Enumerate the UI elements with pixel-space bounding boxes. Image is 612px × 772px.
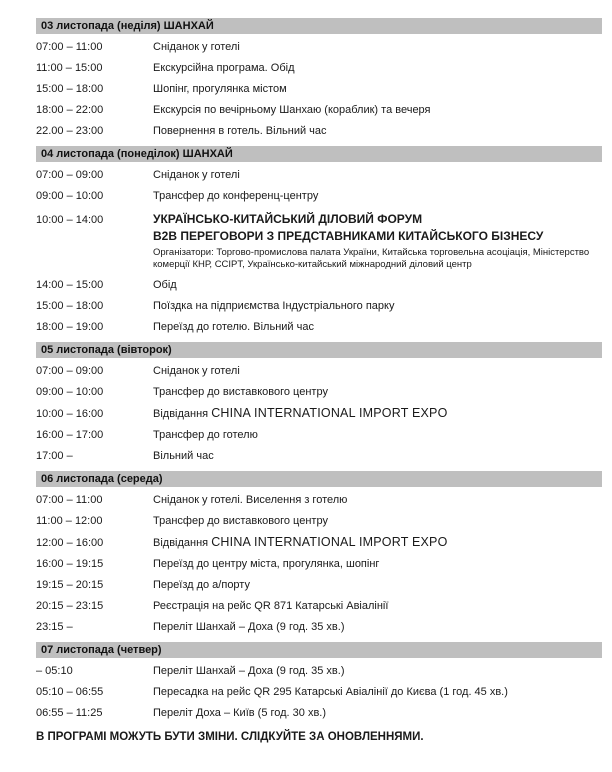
time-range: 14:00 – 15:00 [36, 279, 104, 291]
activity [153, 579, 602, 592]
time-range: 20:15 – 23:15 [36, 600, 104, 612]
activity [153, 429, 602, 442]
activity [153, 686, 602, 699]
time-range: 05:10 – 06:55 [36, 686, 104, 698]
activity [153, 665, 602, 678]
activity-text: Сніданок у готелі. Виселення з готелю [153, 494, 348, 506]
activity-text: Екскурсійна програма. Обід [153, 62, 295, 74]
activity [153, 365, 602, 378]
activity [153, 515, 602, 528]
activity [153, 83, 602, 96]
time-range: 09:00 – 10:00 [36, 386, 104, 398]
day-section [36, 18, 602, 138]
day-header: 06 листопада (середа) [36, 471, 602, 487]
activity [153, 450, 602, 463]
day-header: 03 листопада (неділя) ШАНХАЙ [36, 18, 602, 34]
activity [153, 536, 602, 550]
activity [153, 279, 602, 292]
time-range: 07:00 – 09:00 [36, 365, 104, 377]
event-title: УКРАЇНСЬКО-КИТАЙСЬКИЙ ДІЛОВИЙ ФОРУМ [153, 212, 423, 226]
time-range: 23:15 – [36, 621, 73, 633]
time-range: – 05:10 [36, 665, 73, 677]
activity-text: Сніданок у готелі [153, 169, 240, 181]
time-range: 19:15 – 20:15 [36, 579, 104, 591]
day-section [36, 342, 602, 463]
activity-text: Обід [153, 279, 177, 291]
activity-text: Трансфер до виставкового центру [153, 515, 328, 527]
event-name: CHINA INTERNATIONAL IMPORT EXPO [211, 406, 448, 420]
activity-text: Трансфер до готелю [153, 429, 258, 441]
time-range: 22.00 – 23:00 [36, 125, 104, 137]
schedule-row [36, 41, 602, 54]
schedule-row [36, 536, 602, 550]
activity-text: Трансфер до виставкового центру [153, 386, 328, 398]
schedule-row [36, 300, 602, 313]
activity-text: Вільний час [153, 450, 214, 462]
time-range: 07:00 – 11:00 [36, 41, 103, 53]
activity-text: Поїздка на підприємства Індустріального парку [153, 300, 395, 312]
schedule-row [36, 83, 602, 96]
event-title: B2B ПЕРЕГОВОРИ З ПРЕДСТАВНИКАМИ КИТАЙСЬКОГО БІЗНЕСУ [153, 229, 544, 243]
activity-text: Переліт Шанхай – Доха (9 год. 35 хв.) [153, 621, 345, 633]
activity [153, 211, 602, 271]
activity [153, 62, 602, 75]
activity [153, 125, 602, 138]
schedule-row [36, 190, 602, 203]
time-range: 18:00 – 19:00 [36, 321, 104, 333]
time-range: 15:00 – 18:00 [36, 83, 104, 95]
time-range: 15:00 – 18:00 [36, 300, 104, 312]
schedule-row [36, 558, 602, 571]
schedule-row [36, 321, 602, 334]
footer-notice: В ПРОГРАМІ МОЖУТЬ БУТИ ЗМІНИ. СЛІДКУЙТЕ ЗА ОНОВЛЕННЯМИ. [36, 731, 424, 743]
schedule-row [36, 686, 602, 699]
schedule-row [36, 494, 602, 507]
time-range: 11:00 – 12:00 [36, 515, 103, 527]
schedule-row [36, 665, 602, 678]
activity [153, 558, 602, 571]
activity-text: Сніданок у готелі [153, 365, 240, 377]
time-range: 12:00 – 16:00 [36, 537, 104, 549]
schedule-row [36, 600, 602, 613]
day-section [36, 146, 602, 334]
schedule-row [36, 62, 602, 75]
activity-text: Переліт Шанхай – Доха (9 год. 35 хв.) [153, 665, 345, 677]
schedule-row [36, 279, 602, 292]
time-range: 06:55 – 11:25 [36, 707, 103, 719]
time-range: 07:00 – 11:00 [36, 494, 103, 506]
schedule-row [36, 169, 602, 182]
day-header: 07 листопада (четвер) [36, 642, 602, 658]
time-range: 09:00 – 10:00 [36, 190, 104, 202]
activity [153, 621, 602, 634]
schedule-row [36, 365, 602, 378]
day-header: 04 листопада (понеділок) ШАНХАЙ [36, 146, 602, 162]
time-range: 17:00 – [36, 450, 73, 462]
activity-text: Реєстрація на рейс QR 871 Катарські Авіалінії [153, 600, 389, 612]
schedule-row [36, 211, 602, 271]
time-range: 07:00 – 09:00 [36, 169, 104, 181]
activity [153, 190, 602, 203]
schedule-row [36, 450, 602, 463]
activity-text: Переїзд до центру міста, прогулянка, шопінг [153, 558, 380, 570]
schedule-row [36, 125, 602, 138]
activity-text: Екскурсія по вечірньому Шанхаю (кораблик) та вечеря [153, 104, 431, 116]
activity [153, 321, 602, 334]
time-range: 10:00 – 14:00 [36, 214, 104, 226]
activity-text: Переїзд до а/порту [153, 579, 250, 591]
activity [153, 104, 602, 117]
activity-text: Переїзд до готелю. Вільний час [153, 321, 314, 333]
event-name: CHINA INTERNATIONAL IMPORT EXPO [211, 535, 448, 549]
schedule-row [36, 579, 602, 592]
schedule-row [36, 621, 602, 634]
time-range: 10:00 – 16:00 [36, 408, 104, 420]
time-range: 11:00 – 15:00 [36, 62, 103, 74]
schedule-row [36, 515, 602, 528]
activity [153, 600, 602, 613]
time-range: 16:00 – 19:15 [36, 558, 104, 570]
day-section [36, 642, 602, 720]
activity [153, 41, 602, 54]
activity-text: Відвідання [153, 408, 212, 420]
activity-text: Шопінг, прогулянка містом [153, 83, 287, 95]
activity [153, 407, 602, 421]
day-section [36, 471, 602, 634]
activity [153, 169, 602, 182]
activity [153, 494, 602, 507]
time-range: 18:00 – 22:00 [36, 104, 104, 116]
schedule-row [36, 407, 602, 421]
activity-text: Пересадка на рейс QR 295 Катарські Авіалінії до Києва (1 год. 45 хв.) [153, 686, 508, 698]
schedule-row [36, 104, 602, 117]
itinerary [36, 18, 602, 720]
schedule-row [36, 386, 602, 399]
activity-text: Сніданок у готелі [153, 41, 240, 53]
day-header: 05 листопада (вівторок) [36, 342, 602, 358]
activity-text: Відвідання [153, 537, 212, 549]
activity [153, 707, 602, 720]
activity-text: Трансфер до конференц-центру [153, 190, 319, 202]
schedule-row [36, 429, 602, 442]
schedule-row [36, 707, 602, 720]
activity [153, 386, 602, 399]
time-range: 16:00 – 17:00 [36, 429, 104, 441]
organizers-note: Організатори: Торгово-промислова палата України, Китайська торговельна асоціація, Міністерство комерції КНР, CCIPT, Українсько-китайський міжнародний діловий центр [153, 247, 590, 270]
activity-text: Переліт Доха – Київ (5 год. 30 хв.) [153, 707, 327, 719]
activity [153, 300, 602, 313]
activity-text: Повернення в готель. Вільний час [153, 125, 327, 137]
